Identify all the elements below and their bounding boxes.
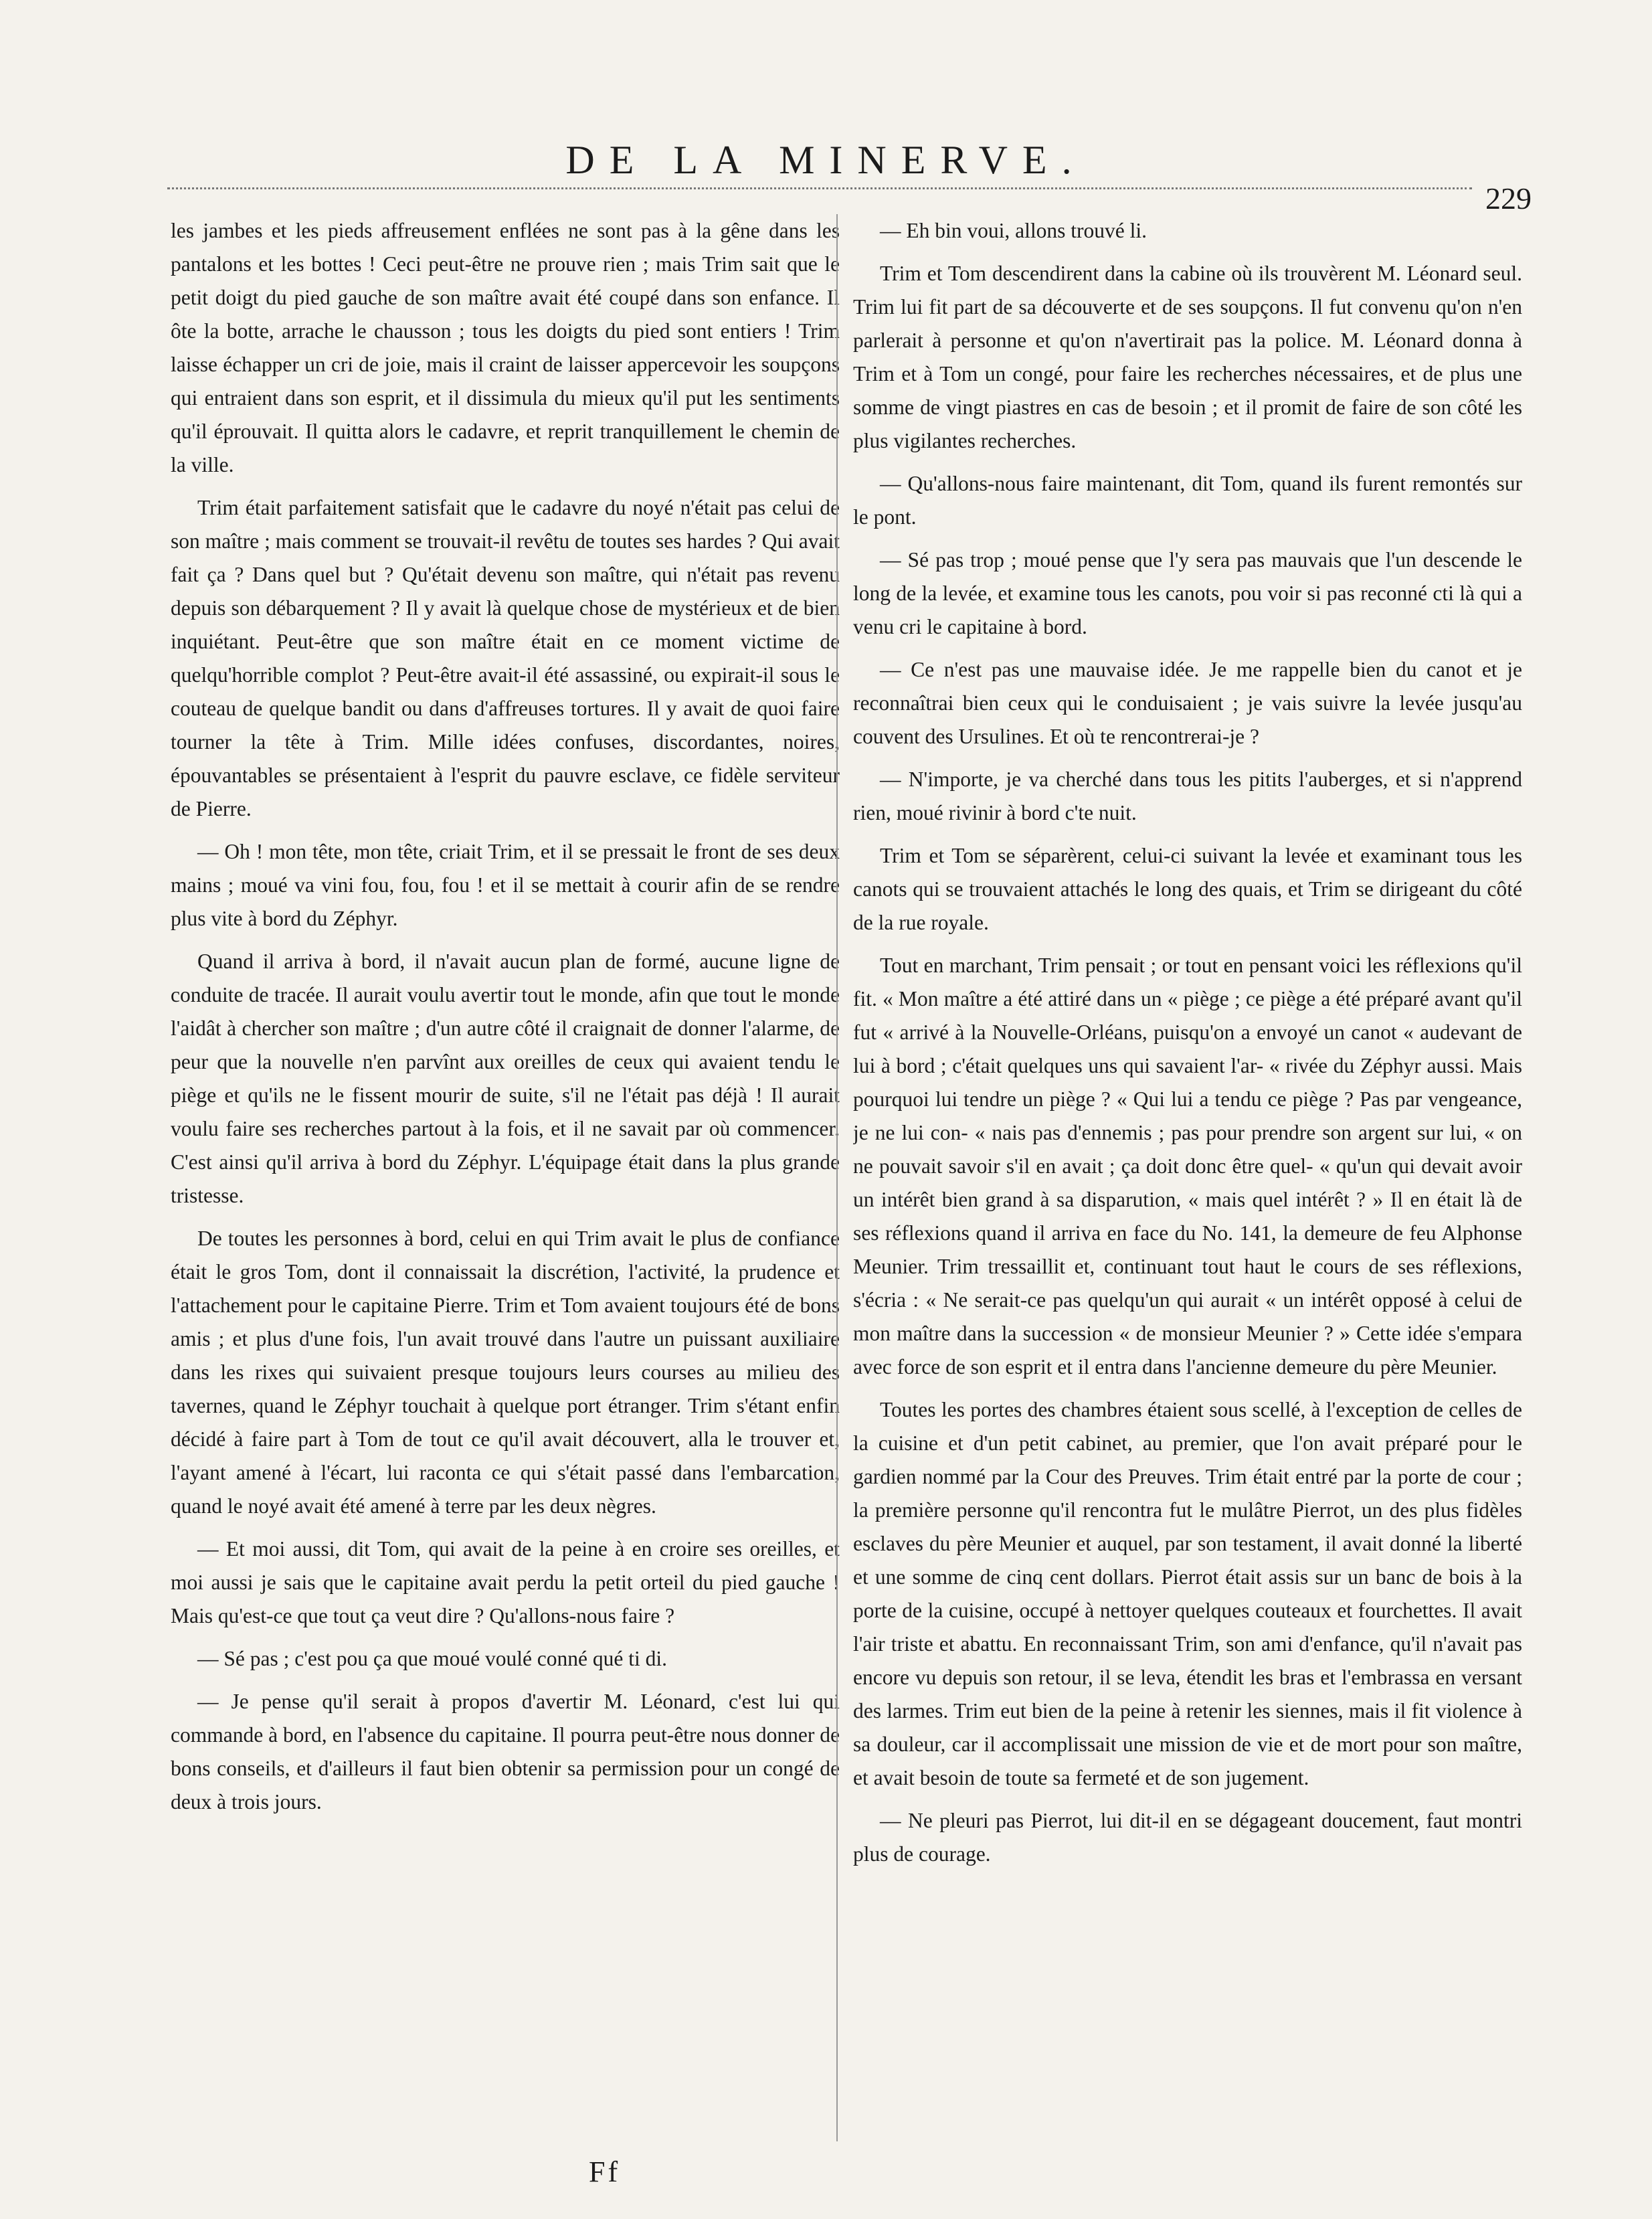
paragraph: De toutes les personnes à bord, celui en qui Trim avait le plus de confiance était le gros Tom, dont il connaissait la discrétion, l'activité, la prudence et l'attachement pour le capitaine Pierre. Trim et Tom avaient toujours été de bons amis ; et plus d'une fois, l'un avait trouvé dans l'autre un puissant auxiliaire dans les rixes qui suivaient presque toujours leurs courses au milieu des tavernes, quand le Zéphyr touchait à quelque port étranger. Trim s'étant enfin décidé à faire part à Tom de tout ce qu'il avait découvert, alla le trouver et, l'ayant amené à l'écart, lui raconta ce qui s'était passé dans l'embarcation, quand le noyé avait été amené à terre par les deux nègres.	[171, 1227, 840, 1518]
paragraph: — Eh bin voui, allons trouvé li.	[880, 219, 1147, 242]
left-column	[171, 214, 840, 2168]
paragraph: Trim était parfaitement satisfait que le cadavre du noyé n'était pas celui de son maître ; mais comment se trouvait-il revêtu de toutes ses hardes ? Qui avait fait ça ? Dans quel but ? Qu'était devenu son maître, qui n'était pas revenu depuis son débarquement ? Il y avait là quelque chose de mystérieux et de bien inquiétant. Peut-être que son maître était en ce moment victime de quelqu'horrible complot ? Peut-être avait-il été assassiné, ou expirait-il sous le couteau de quelque bandit ou dans d'affreuses tortures. Il y avait de quoi faire tourner la tête à Trim. Mille idées confuses, discordantes, noires, épouvantables se présentaient à l'esprit du pauvre esclave, ce fidèle serviteur de Pierre.	[171, 496, 840, 820]
paragraph: Quand il arriva à bord, il n'avait aucun plan de formé, aucune ligne de conduite de tracée. Il aurait voulu avertir tout le monde, afin que tout le monde l'aidât à chercher son maître ; d'un autre côté il craignait de donner l'alarme, de peur que la nouvelle n'en parvînt aux oreilles de ceux qui avaient tendu le piège et qu'ils ne le fissent mourir de suite, s'il ne l'était pas déjà ! Il aurait voulu faire ses recherches partout à la fois, et il ne savait par où commencer. C'est ainsi qu'il arriva à bord du Zéphyr. L'équipage était dans la plus grande tristesse.	[171, 950, 840, 1207]
right-column	[853, 214, 1522, 2168]
header-rule	[167, 187, 1472, 189]
page-number: 229	[1485, 181, 1532, 215]
paragraph: Toutes les portes des chambres étaient sous scellé, à l'exception de celles de la cuisine et d'un petit cabinet, au premier, que l'on avait préparé pour le gardien nommé par la Cour des Preuves. Trim était entré par la porte de cour ; la première personne qu'il rencontra fut le mulâtre Pierrot, un des plus fidèles esclaves du père Meunier et auquel, par son testament, il avait donné la liberté et une somme de cinq cent dollars. Pierrot était assis sur un banc de bois à la porte de la cuisine, occupé à nettoyer quelques couteaux et fourchettes. Il avait l'air triste et abattu. En reconnaissant Trim, son ami d'enfance, qu'il n'avait pas encore vu depuis son retour, il se leva, étendit les bras et l'embrassa en versant des larmes. Trim eut bien de la peine à retenir les siennes, mais il fit violence à sa douleur, car il accomplissait une mission de vie et de mort pour son maître, et avait besoin de toute sa fermeté et de son jugement.	[853, 1398, 1522, 1789]
paragraph: — Sé pas trop ; moué pense que l'y sera pas mauvais que l'un descende le long de la levée, et examine tous les canots, pou voir si pas reconné cti là qui a venu cri le capitaine à bord.	[853, 548, 1522, 638]
paragraph: — Sé pas ; c'est pou ça que moué voulé conné qué ti di.	[197, 1647, 667, 1670]
column-divider	[836, 214, 838, 2141]
running-title: DE LA MINERVE.	[565, 138, 1087, 182]
paragraph: — Je pense qu'il serait à propos d'avertir M. Léonard, c'est lui qui commande à bord, en l'absence du capitaine. Il pourra peut-être nous donner de bons conseils, et d'ailleurs il faut bien obtenir sa permission pour un congé de deux à trois jours.	[171, 1690, 840, 1813]
paragraph: — Qu'allons-nous faire maintenant, dit Tom, quand ils furent remontés sur le pont.	[853, 472, 1522, 529]
paragraph: — Ce n'est pas une mauvaise idée. Je me rappelle bien du canot et je reconnaîtrai bien ceux qui le conduisaient ; je vais suivre la levée jusqu'au couvent des Ursulines. Et où te rencontrerai-je ?	[853, 658, 1522, 748]
paragraph: Trim et Tom se séparèrent, celui-ci suivant la levée et examinant tous les canots qui se trouvaient attachés le long des quais, et Trim se dirigeant du côté de la rue royale.	[853, 844, 1522, 934]
signature-mark: Ff	[589, 2155, 621, 2188]
paragraph: Tout en marchant, Trim pensait ; or tout en pensant voici les réflexions qu'il fit. « Mon maître a été attiré dans un « piège ; ce piège a été préparé avant qu'il fut « arrivé à la Nouvelle-Orléans, puisqu'on a envoyé un canot « audevant de lui à bord ; c'était quelques uns qui savaient l'ar- « rivée du Zéphyr aussi. Mais pourquoi lui tendre un piège ? « Qui lui a tendu ce piège ? Pas par vengeance, je ne lui con- « nais pas d'ennemis ; pas pour prendre son argent sur lui, « on ne pouvait savoir s'il en avait ; ça doit donc être quel- « qu'un qui devait avoir un intérêt bien grand à sa disparution, « mais quel intérêt ? » Il en était là de ses réflexions quand il arriva en face du No. 141, la demeure de feu Alphonse Meunier. Trim tressaillit et, continuant tout haut le cours de ses réflexions, s'écria : « Ne serait-ce pas quelqu'un qui aurait « un intérêt opposé à celui de mon maître dans la succession « de monsieur Meunier ? » Cette idée s'empara avec force de son esprit et il entra dans l'ancienne demeure du père Meunier.	[853, 954, 1522, 1379]
paragraph: — Ne pleuri pas Pierrot, lui dit-il en se dégageant doucement, faut montri plus de courage.	[853, 1809, 1522, 1866]
paragraph: — N'importe, je va cherché dans tous les pitits l'auberges, et si n'apprend rien, moué rivinir à bord c'te nuit.	[853, 768, 1522, 824]
paragraph: — Et moi aussi, dit Tom, qui avait de la peine à en croire ses oreilles, et moi aussi je sais que le capitaine avait perdu la petit orteil du pied gauche ! Mais qu'est-ce que tout ça veut dire ? Qu'allons-nous faire ?	[171, 1537, 840, 1627]
paragraph: les jambes et les pieds affreusement enflées ne sont pas à la gêne dans les pantalons et les bottes ! Ceci peut-être ne prouve rien ; mais Trim sait que le petit doigt du pied gauche de son maître avait été coupé dans son enfance. Il ôte la botte, arrache le chausson ; tous les doigts du pied sont entiers ! Trim laisse échapper un cri de joie, mais il craint de laisser appercevoir les soupçons qui entraient dans son esprit, et il dissimula du mieux qu'il put les sentiments qu'il éprouvait. Il quitta alors le cadavre, et reprit tranquillement le chemin de la ville.	[171, 219, 840, 476]
paragraph: — Oh ! mon tête, mon tête, criait Trim, et il se pressait le front de ses deux mains ; moué va vini fou, fou, fou ! et il se mettait à courir afin de se rendre plus vite à bord du Zéphyr.	[171, 840, 840, 930]
paragraph: Trim et Tom descendirent dans la cabine où ils trouvèrent M. Léonard seul. Trim lui fit part de sa découverte et de ses soupçons. Il fut convenu qu'on n'en parlerait à personne et qu'on n'avertirait pas la police. M. Léonard donna à Trim et à Tom un congé, pour faire les recherches nécessaires, et de plus une somme de vingt piastres en cas de besoin ; et il promit de faire de son côté les plus vigilantes recherches.	[853, 262, 1522, 452]
